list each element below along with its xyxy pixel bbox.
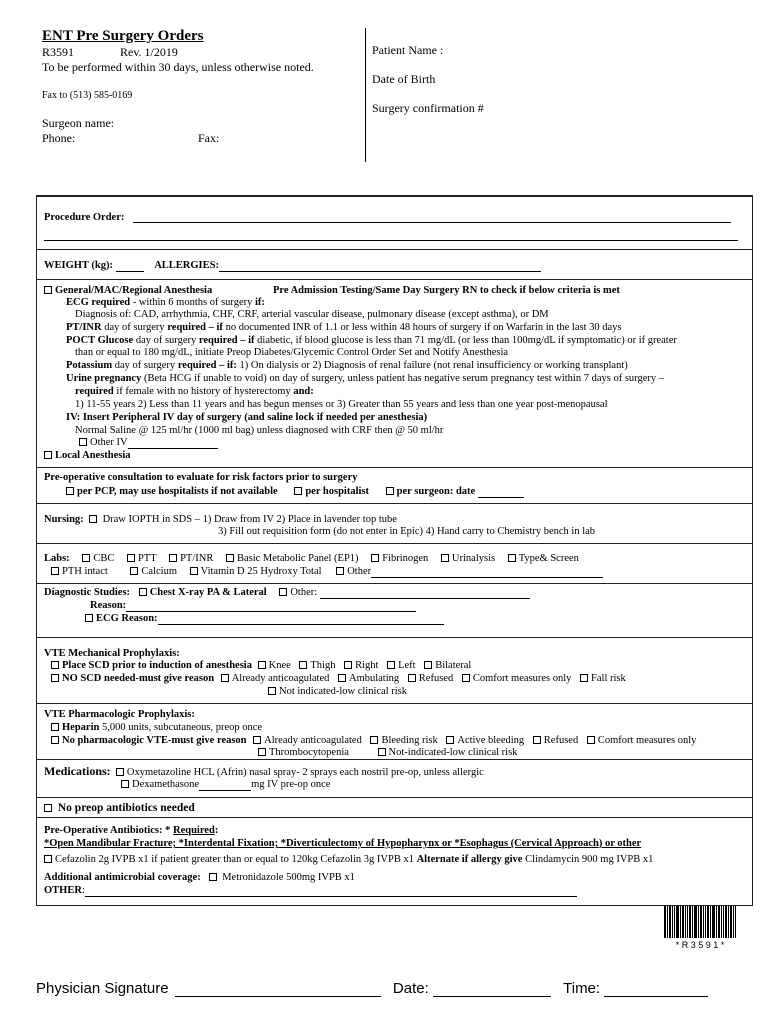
general-anesthesia-label: General/MAC/Regional Anesthesia [55,285,213,296]
scd-left: Left [398,660,416,671]
lab-type-screen: Type& Screen [518,553,579,564]
ptinr-label: PT/INR [66,322,102,333]
lab-ptt-checkbox[interactable] [127,554,135,562]
diagnostic-other-checkbox[interactable] [279,588,287,596]
nopharm-refused-checkbox[interactable] [533,736,541,744]
other-iv-checkbox[interactable] [79,438,87,446]
ptinr-day: day of surgery [101,322,168,333]
scd-checkbox[interactable] [51,661,59,669]
cxr-label: Chest X-ray PA & Lateral [149,587,267,598]
poct-criteria-2: than or equal to 180 mg/dL, initiate Preop Diabetes/Glycemic Control Order Set and Notify Anesthesia [75,347,509,358]
no-antibiotics-label: No preop antibiotics needed [57,802,195,814]
dexamethasone-label: Dexamethasone [132,779,200,790]
lab-other-checkbox[interactable] [336,567,344,575]
nopharm-not-indicated: Not-indicated-low clinical risk [388,747,518,758]
noscd-refused: Refused [418,673,454,684]
surgery-confirmation-label: Surgery confirmation # [372,101,484,115]
other-iv-label: Other IV [90,437,128,448]
metronidazole-order: Metronidazole 500mg IVPB x1 [222,872,355,883]
general-anesthesia-checkbox[interactable] [44,286,52,294]
diagnostic-other-label: Other: [290,587,318,598]
allergies-input[interactable] [219,271,541,272]
noscd-fallrisk-checkbox[interactable] [580,674,588,682]
procedure-label: Procedure Order: [44,212,125,223]
poct-required: required – if [198,335,255,346]
diagnostic-section [36,584,753,638]
clindamycin-order: Clindamycin 900 mg IVPB x1 [522,854,654,865]
procedure-line-1[interactable] [133,222,731,223]
ecg-diagnosis: Diagnosis of: CAD, arrhythmia, CHF, CRF, arterial vascular disease, pulmonary disease (except asthma), or DM [75,309,549,320]
consult-hospitalist-checkbox[interactable] [294,487,302,495]
antibiotics-other-input[interactable] [85,896,577,897]
lab-fibrinogen-checkbox[interactable] [371,554,379,562]
nopharm-anticoag-checkbox[interactable] [253,736,261,744]
noscd-comfort: Comfort measures only [472,673,572,684]
vte-pharm-section [36,704,753,760]
labs-section [36,544,753,584]
urine-label: Urine pregnancy [66,373,142,384]
consult-pcp-label: per PCP, may use hospitalists if not available [77,486,278,497]
dexamethasone-route: mg IV pre-op once [251,779,331,790]
noscd-fallrisk: Fall risk [591,673,626,684]
physician-signature-input[interactable] [175,996,381,997]
form-code: R3591 [42,45,75,59]
poct-criteria: diabetic, if blood glucose is less than 71 mg/dL (or less than 100mg/dL if symptomatic) or if greater [254,335,677,346]
vte-pharm-title: VTE Pharmacologic Prophylaxis: [44,709,195,720]
scd-knee: Knee [268,660,291,671]
nopharm-checkbox[interactable] [51,736,59,744]
consult-pcp-checkbox[interactable] [66,487,74,495]
nopharm-bleeding: Bleeding risk [381,735,438,746]
form-revision: Rev. 1/2019 [120,45,178,59]
lab-calcium: Calcium [141,566,177,577]
medications-section [36,760,753,798]
vte-mechanical-section [36,638,753,704]
nopharm-active-checkbox[interactable] [446,736,454,744]
additional-coverage-label: Additional antimicrobial coverage: [44,872,201,883]
nopharm-thrombocytopenia: Thrombocytopenia [269,747,349,758]
lab-ptinr-checkbox[interactable] [169,554,177,562]
antibiotics-required: Required [173,825,215,836]
lab-other: Other [347,566,372,577]
poct-day: day of surgery [133,335,199,346]
procedure-line-2[interactable] [44,240,738,241]
weight-label: WEIGHT (kg): [44,260,113,271]
urine-required: required [75,386,114,397]
nopharm-label: No pharmacologic VTE-must give reason [62,735,247,746]
consult-section [36,468,753,504]
lab-other-input[interactable] [371,577,603,578]
scd-left-checkbox[interactable] [387,661,395,669]
noscd-label: NO SCD needed-must give reason [62,673,215,684]
diagnostic-other-input[interactable] [320,598,530,599]
header-divider [365,28,366,162]
iopth-instruction-2: 3) Fill out requisition form (do not enter in Epic) 4) Hand carry to Chemistry bench in lab [218,526,596,537]
consult-date-input[interactable] [478,497,524,498]
lab-vitd: Vitamin D 25 Hydroxy Total [200,566,322,577]
alternate-allergy: Alternate if allergy give [416,854,523,865]
cefazolin-checkbox[interactable] [44,855,52,863]
urine-female: if female with no history of hysterectomy [113,386,294,397]
barcode-bars [664,906,736,938]
physician-signature-label: Physician Signature [36,980,169,997]
nopharm-thrombocytopenia-checkbox[interactable] [258,748,266,756]
vte-mech-title: VTE Mechanical Prophylaxis: [44,648,180,659]
procedure-section [36,196,753,250]
dexamethasone-checkbox[interactable] [121,780,129,788]
lab-ptinr: PT/INR [180,553,214,564]
nopharm-comfort: Comfort measures only [597,735,697,746]
weight-section [36,250,753,280]
medications-label: Medications: [44,764,111,778]
local-anesthesia-label: Local Anesthesia [55,450,131,461]
iv-order: IV: Insert Peripheral IV day of surgery (and saline lock if needed per anesthesia) [66,412,428,423]
local-anesthesia-checkbox[interactable] [44,451,52,459]
allergies-label: ALLERGIES: [154,260,219,271]
signature-time-input[interactable] [604,996,708,997]
lab-bmp: Basic Metabolic Panel (EP1) [236,553,359,564]
scd-right-checkbox[interactable] [344,661,352,669]
ecg-reason-input[interactable] [158,624,444,625]
noscd-refused-checkbox[interactable] [408,674,416,682]
dexamethasone-dose-input[interactable] [199,790,251,791]
patient-name-label: Patient Name : [372,43,444,57]
heparin-checkbox[interactable] [51,723,59,731]
pat-note: Pre Admission Testing/Same Day Surgery RN to check if below criteria is met [273,285,620,296]
lab-vitd-checkbox[interactable] [190,567,198,575]
metronidazole-checkbox[interactable] [209,873,217,881]
lab-type-screen-checkbox[interactable] [508,554,516,562]
ptinr-required: required – if [167,322,223,333]
noscd-not-indicated-checkbox[interactable] [268,687,276,695]
urine-age-criteria: 1) 11-55 years 2) Less than 11 years and has begun menses or 3) Greater than 55 years and less than one year post-menopausal [75,399,608,410]
lab-pth-checkbox[interactable] [51,567,59,575]
antibiotics-section: Pre-Operative Antibiotics: * Required: *Open Mandibular Fracture; *Interdental Fixation; *Diverticulectomy of Hypopharynx or *Esophagus (Cervical Approach) or other Cefazolin 2g IVPB x1 if patient greater than or equal to 120kg Cefazolin 3g IVPB x1 Alternate if allergy give Clindamycin 900 mg IVPB x1 Additional antimicrobial coverage: Metronidazole 500mg IVPB x1 OTHER: [36,818,753,906]
nursing-section [36,504,753,544]
consult-title: Pre-operative consultation to evaluate for risk factors prior to surgery [44,472,358,483]
no-antibiotics-section [36,798,753,818]
nursing-label: Nursing: [44,514,84,525]
barcode [664,906,736,938]
potassium-day: day of surgery [112,360,178,371]
scd-knee-checkbox[interactable] [258,661,266,669]
antibiotics-other-label: OTHER [44,885,82,896]
scd-label: Place SCD prior to induction of anesthesia [62,660,252,671]
consult-surgeon-checkbox[interactable] [386,487,394,495]
ecg-checkbox[interactable] [85,614,93,622]
scd-thigh-checkbox[interactable] [299,661,307,669]
noscd-anticoag-checkbox[interactable] [221,674,229,682]
nopharm-not-indicated-checkbox[interactable] [378,748,386,756]
lab-pth: PTH intact [62,566,108,577]
dob-label: Date of Birth [372,72,436,86]
ecg-if: if: [255,297,265,308]
form-title: ENT Pre Surgery Orders [42,28,204,44]
surgeon-name-label: Surgeon name: [42,116,115,130]
nopharm-bleeding-checkbox[interactable] [370,736,378,744]
lab-urinalysis: Urinalysis [451,553,496,564]
barcode-text: * R 3 5 9 1 * [675,940,725,950]
iv-normal-saline: Normal Saline @ 125 ml/hr (1000 ml bag) unless diagnosed with CRF then @ 50 ml/hr [75,425,444,436]
ecg-reason-label: ECG Reason: [96,613,158,624]
timing-note: To be performed within 30 days, unless otherwise noted. [42,60,314,74]
lab-bmp-checkbox[interactable] [226,554,234,562]
signature-date-input[interactable] [433,996,551,997]
nopharm-comfort-checkbox[interactable] [587,736,595,744]
antibiotics-title: Pre-Operative Antibiotics: * [44,825,173,836]
cxr-checkbox[interactable] [139,588,147,596]
antibiotics-indications: *Open Mandibular Fracture; *Interdental Fixation; *Diverticulectomy of Hypopharynx or *Esophagus (Cervical Approach) or other [44,838,642,849]
poct-label: POCT Glucose [66,335,134,346]
other-iv-input[interactable] [128,448,218,449]
noscd-ambulating-checkbox[interactable] [338,674,346,682]
urine-and: and: [293,386,314,397]
scd-right: Right [355,660,379,671]
noscd-anticoag: Already anticoagulated [231,673,330,684]
potassium-label: Potassium [66,360,113,371]
no-antibiotics-checkbox[interactable] [44,804,52,812]
nopharm-active: Active bleeding [457,735,525,746]
lab-cbc-checkbox[interactable] [82,554,90,562]
iopth-checkbox[interactable] [89,515,97,523]
consult-hospitalist-label: per hospitalist [305,486,370,497]
noscd-not-indicated: Not indicated-low clinical risk [279,686,408,697]
scd-bilateral: Bilateral [435,660,472,671]
noscd-comfort-checkbox[interactable] [462,674,470,682]
labs-label: Labs: [44,553,70,564]
diagnostic-reason-label: Reason: [90,600,127,611]
heparin-dose: 5,000 units, subcutaneous, preop once [99,722,263,733]
noscd-ambulating: Ambulating [348,673,400,684]
antibiotics-colon: : [214,825,219,836]
signature-row [36,980,708,997]
fax-to: Fax to (513) 585-0169 [42,90,133,101]
lab-urinalysis-checkbox[interactable] [441,554,449,562]
lab-calcium-checkbox[interactable] [130,567,138,575]
fax-label: Fax: [198,131,220,145]
potassium-criteria: 1) On dialysis or 2) Diagnosis of renal failure (not renal insufficiency or working transplant) [236,360,628,371]
signature-date-label: Date: [392,980,429,997]
lab-cbc: CBC [93,553,115,564]
anesthesia-section [36,280,753,468]
nopharm-anticoag: Already anticoagulated [264,735,362,746]
ecg-window: - within 6 months of surgery [130,297,256,308]
lab-fibrinogen: Fibrinogen [382,553,429,564]
heparin-label: Heparin [62,722,100,733]
ptinr-criteria: no documented INR of 1.1 or less within 48 hours of surgery if on Warfarin in the last 30 days [222,322,622,333]
noscd-checkbox[interactable] [51,674,59,682]
scd-bilateral-checkbox[interactable] [424,661,432,669]
weight-input[interactable] [116,271,144,272]
diagnostic-reason-input[interactable] [126,611,416,612]
nopharm-refused: Refused [543,735,579,746]
signature-time-label: Time: [563,980,601,997]
cefazolin-order: Cefazolin 2g IVPB x1 if patient greater than or equal to 120kg Cefazolin 3g IVPB x1 [55,854,417,865]
potassium-required: required – if: [177,360,237,371]
diagnostic-label: Diagnostic Studies: [44,587,131,598]
consult-surgeon-label: per surgeon: date [396,486,476,497]
iopth-instruction: Draw IOPTH in SDS – 1) Draw from IV 2) Place in lavender top tube [102,514,397,525]
scd-thigh: Thigh [310,660,336,671]
afrin-checkbox[interactable] [116,768,124,776]
lab-ptt: PTT [137,553,157,564]
ecg-required: ECG required [66,297,131,308]
urine-criteria: (Beta HCG if unable to void) on day of surgery, unless patient has negative serum pregnancy test within 7 days of surgery – [141,373,665,384]
afrin-order: Oxymetazoline HCL (Afrin) nasal spray- 2 sprays each nostril pre-op, unless allergic [126,767,484,778]
phone-label: Phone: [42,131,76,145]
